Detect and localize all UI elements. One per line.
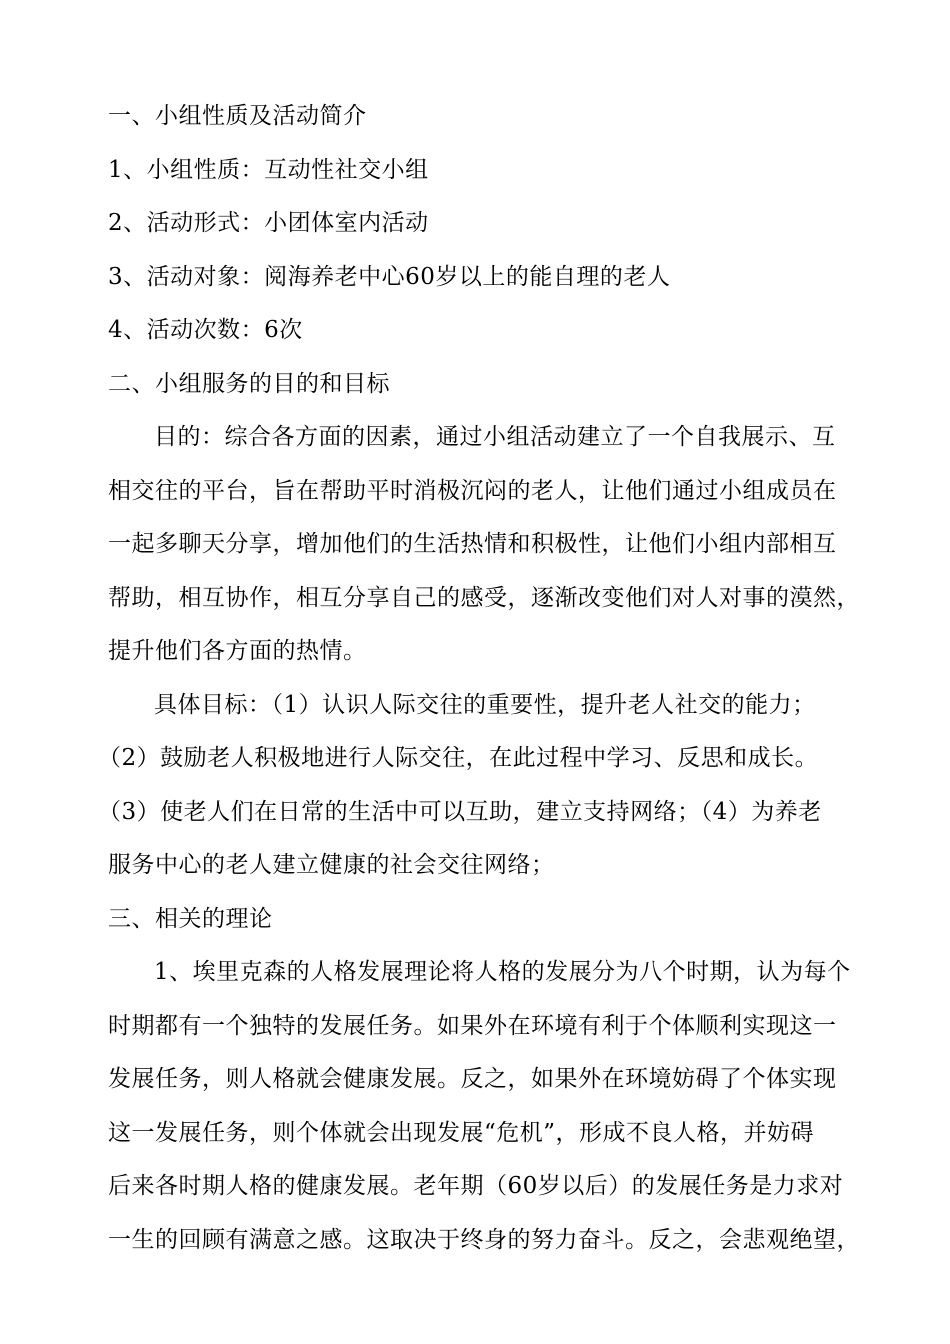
paragraph-line: 目的：综合各方面的因素，通过小组活动建立了一个自我展示、互: [154, 424, 836, 450]
paragraph-line: 时期都有一个独特的发展任务。如果外在环境有利于个体顺利实现这一: [108, 1012, 837, 1039]
paragraph-line: 这一发展任务，则个体就会出现发展“危机”，形成不良人格，并妨碍: [108, 1119, 815, 1146]
paragraph-line: （3）使老人们在日常的生活中可以互助，建立支持网络；（4）为养老: [98, 798, 822, 825]
section-heading-1: 一、小组性质及活动简介: [108, 103, 367, 129]
activity-form-item: 2、活动形式：小团体室内活动: [108, 210, 429, 236]
paragraph-line: 发展任务，则人格就会健康发展。反之，如果外在环境妨碍了个体实现: [108, 1066, 837, 1092]
purpose-paragraph: [108, 411, 858, 679]
activity-count-item: 4、活动次数：6次: [108, 317, 303, 343]
paragraph-line: 服务中心的老人建立健康的社会交往网络；: [108, 852, 555, 878]
group-nature-item: 1、小组性质：互动性社交小组: [108, 156, 429, 183]
paragraph-line: 帮助，相互协作，相互分享自己的感受，逐渐改变他们对人对事的漠然，: [108, 584, 860, 611]
theory-paragraph: [108, 946, 858, 1267]
paragraph-line: 后来各时期人格的健康发展。老年期（60岁以后）的发展任务是力求对: [108, 1173, 844, 1199]
section-heading-2: 二、小组服务的目的和目标: [108, 370, 390, 397]
paragraph-line: 具体目标：（1）认识人际交往的重要性，提升老人社交的能力；: [154, 691, 816, 718]
paragraph-line: 一起多聊天分享，增加他们的生活热情和积极性，让他们小组内部相互: [108, 531, 837, 557]
paragraph-line: （2）鼓励老人积极地进行人际交往，在此过程中学习、反思和成长。: [98, 745, 819, 771]
objectives-paragraph: [98, 679, 858, 893]
section-heading-3: 三、相关的理论: [108, 905, 273, 932]
paragraph-line: 一生的回顾有满意之感。这取决于终身的努力奋斗。反之，会悲观绝望，: [108, 1226, 860, 1253]
paragraph-line: 提升他们各方面的热情。: [108, 638, 367, 664]
document-page: [98, 90, 860, 1267]
paragraph-line: 1、埃里克森的人格发展理论将人格的发展分为八个时期，认为每个: [154, 959, 851, 985]
paragraph-line: 相交往的平台，旨在帮助平时消极沉闷的老人，让他们通过小组成员在: [108, 477, 837, 504]
activity-target-item: 3、活动对象：阅海养老中心60岁以上的能自理的老人: [108, 263, 671, 290]
